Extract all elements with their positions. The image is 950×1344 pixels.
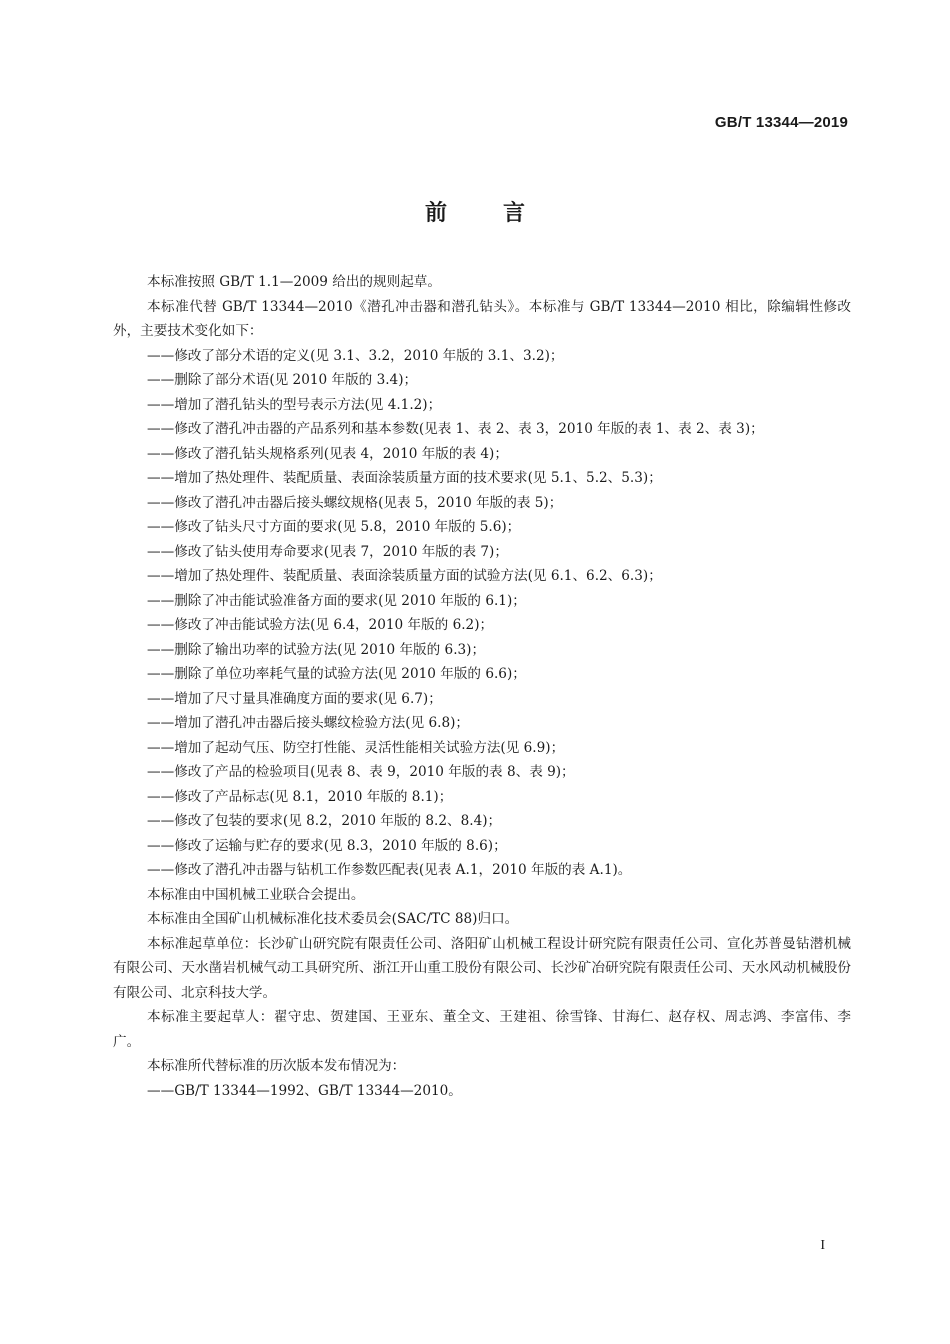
- paragraph-replacement: 本标准代替 GB/T 13344—2010《潜孔冲击器和潜孔钻头》。本标准与 GB/T 13344—2010 相比，除编辑性修改外，主要技术变化如下：: [113, 298, 851, 339]
- change-item: ——修改了钻头使用寿命要求(见表 7，2010 年版的表 7)；: [147, 543, 508, 560]
- paragraph-drafters: 本标准主要起草人：翟守忠、贺建国、王亚东、董全文、王建祖、徐雪锋、甘海仁、赵存权、周志鸿、李富伟、李广。: [113, 1009, 851, 1050]
- paragraph-drafting-units: 本标准起草单位：长沙矿山研究院有限责任公司、洛阳矿山机械工程设计研究院有限责任公司、宣化苏普曼钻潜机械有限公司、天水凿岩机械气动工具研究所、浙江开山重工股份有限公司、长沙矿冶研究院有限责任公司、天水风动机械股份有限公司、北京科技大学。: [113, 935, 851, 1001]
- paragraph-proposer: 本标准由中国机械工业联合会提出。: [147, 886, 365, 903]
- change-item: ——删除了单位功率耗气量的试验方法(见 2010 年版的 6.6)；: [147, 666, 526, 682]
- change-item: ——增加了热处理件、装配质量、表面涂装质量方面的试验方法(见 6.1、6.2、6.3)；: [147, 568, 662, 584]
- standard-code: GB/T 13344—2019: [714, 114, 848, 131]
- change-item: ——增加了热处理件、装配质量、表面涂装质量方面的技术要求(见 5.1、5.2、5.3)；: [147, 470, 662, 486]
- paragraph-history-intro: 本标准所代替标准的历次版本发布情况为：: [147, 1058, 406, 1074]
- change-item: ——修改了部分术语的定义(见 3.1、3.2，2010 年版的 3.1、3.2)；: [147, 347, 564, 364]
- change-item: ——删除了输出功率的试验方法(见 2010 年版的 6.3)；: [147, 641, 486, 658]
- change-item: ——修改了产品的检验项目(见表 8、表 9，2010 年版的表 8、表 9)；: [147, 764, 575, 780]
- preface-body: [113, 270, 851, 1103]
- change-item: ——修改了潜孔冲击器的产品系列和基本参数(见表 1、表 2、表 3，2010 年版的表 1、表 2、表 3)；: [147, 421, 764, 437]
- paragraph-committee: 本标准由全国矿山机械标准化技术委员会(SAC/TC 88)归口。: [147, 911, 519, 927]
- change-item: ——增加了尺寸量具准确度方面的要求(见 6.7)；: [147, 690, 442, 707]
- change-item: ——修改了潜孔冲击器后接头螺纹规格(见表 5，2010 年版的表 5)；: [147, 494, 563, 511]
- change-item: ——增加了潜孔冲击器后接头螺纹检验方法(见 6.8)；: [147, 715, 470, 731]
- change-item: ——修改了运输与贮存的要求(见 8.3，2010 年版的 8.6)；: [147, 837, 507, 854]
- paragraph-history-versions: ——GB/T 13344—1992、GB/T 13344—2010。: [147, 1082, 462, 1099]
- paragraph-drafting-rules: 本标准按照 GB/T 1.1—2009 给出的规则起草。: [147, 274, 441, 290]
- change-item: ——增加了起动气压、防空打性能、灵活性能相关试验方法(见 6.9)；: [147, 739, 565, 756]
- change-item: ——修改了产品标志(见 8.1，2010 年版的 8.1)；: [147, 788, 453, 805]
- change-item: ——删除了冲击能试验准备方面的要求(见 2010 年版的 6.1)；: [147, 592, 526, 609]
- change-item: ——修改了钻头尺寸方面的要求(见 5.8，2010 年版的 5.6)；: [147, 519, 521, 535]
- change-item: ——修改了冲击能试验方法(见 6.4，2010 年版的 6.2)；: [147, 617, 494, 633]
- page-number: I: [820, 1238, 825, 1253]
- change-item: ——修改了包装的要求(见 8.2，2010 年版的 8.2、8.4)；: [147, 813, 502, 829]
- change-item: ——修改了潜孔钻头规格系列(见表 4，2010 年版的表 4)；: [147, 445, 508, 462]
- page-title: 前言: [424, 201, 581, 226]
- change-item: ——删除了部分术语(见 2010 年版的 3.4)；: [147, 372, 418, 388]
- change-item: ——增加了潜孔钻头的型号表示方法(见 4.1.2)；: [147, 396, 442, 413]
- change-item: ——修改了潜孔冲击器与钻机工作参数匹配表(见表 A.1，2010 年版的表 A.1)。: [147, 862, 632, 878]
